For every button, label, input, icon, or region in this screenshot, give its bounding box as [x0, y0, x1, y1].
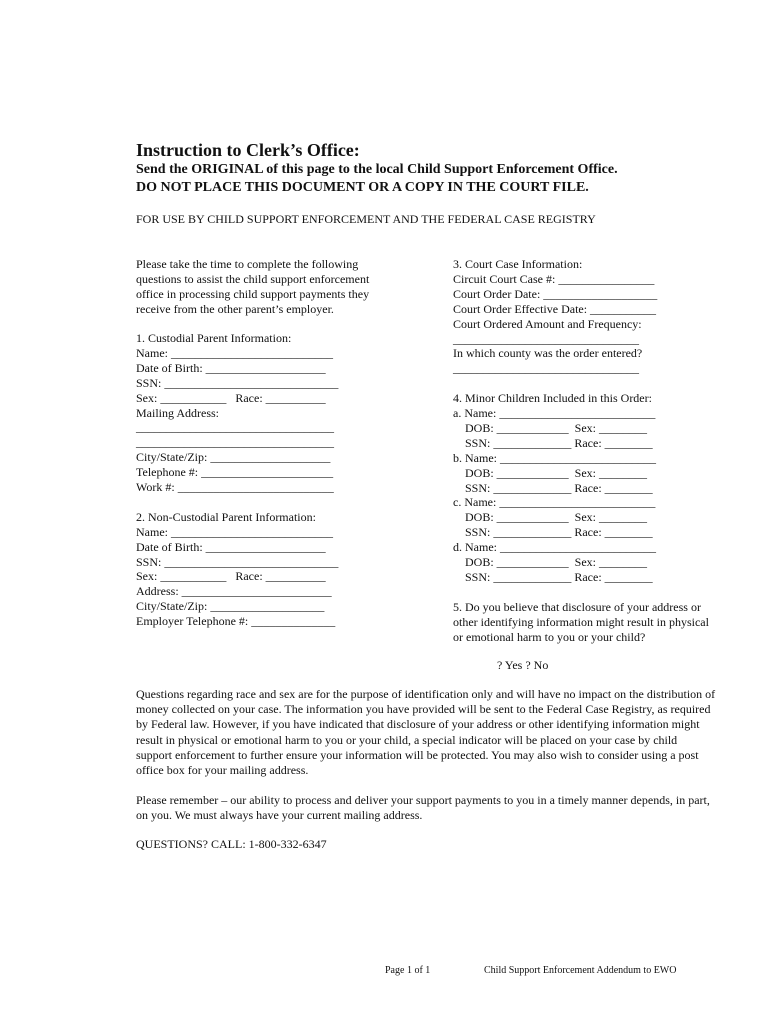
- form-line: 2. Non-Custodial Parent Information:: [136, 509, 316, 524]
- form-line: Name: ___________________________: [136, 345, 333, 360]
- form-line: Court Order Effective Date: ___________: [453, 301, 657, 316]
- use-note: FOR USE BY CHILD SUPPORT ENFORCEMENT AND THE FEDERAL CASE REGISTRY: [136, 212, 596, 226]
- form-line: Name: ___________________________: [136, 524, 333, 539]
- form-line: City/State/Zip: ___________________: [136, 599, 325, 614]
- form-line: Date of Birth: ____________________: [136, 539, 326, 554]
- form-line: In which county was the order entered?: [453, 346, 643, 361]
- yes-no-options: ? Yes ? No: [497, 658, 549, 672]
- form-line: _________________________________: [136, 420, 334, 435]
- form-line: Court Ordered Amount and Frequency:: [453, 316, 642, 331]
- form-line: Address: _________________________: [136, 584, 332, 599]
- form-line: DOB: ____________ Sex: ________: [453, 555, 648, 569]
- form-line: b. Name: __________________________: [453, 450, 656, 465]
- form-line: 3. Court Case Information:: [453, 257, 583, 271]
- form-line: 1. Custodial Parent Information:: [136, 331, 292, 345]
- form-line: SSN: _____________ Race: ________: [453, 480, 653, 495]
- form-line: _______________________________: [453, 361, 639, 376]
- form-line: Work #: __________________________: [136, 480, 334, 494]
- form-line: SSN: _____________________________: [136, 554, 339, 569]
- reminder-paragraph: Please remember – our ability to process and deliver your support payments to you in a timely manner depends, in part, on you. We must always have your current mailing address.: [136, 793, 710, 823]
- intro-line: receive from the other parent’s employer.: [136, 302, 334, 316]
- form-line: SSN: _____________ Race: ________: [453, 569, 653, 584]
- form-line: Employer Telephone #: ______________: [136, 614, 336, 629]
- questions-contact: QUESTIONS? CALL: 1-800-332-6347: [136, 837, 327, 851]
- form-line: SSN: _____________________________: [136, 375, 339, 390]
- form-line: Date of Birth: ____________________: [136, 360, 326, 375]
- instruction-line-2: DO NOT PLACE THIS DOCUMENT OR A COPY IN THE COURT FILE.: [136, 180, 589, 195]
- footer-doc-title: Child Support Enforcement Addendum to EWO: [484, 965, 677, 976]
- form-line: c. Name: __________________________: [453, 495, 656, 510]
- form-line: DOB: ____________ Sex: ________: [453, 465, 648, 480]
- form-line: SSN: _____________ Race: ________: [453, 525, 653, 540]
- form-line: Telephone #: ______________________: [136, 465, 334, 480]
- form-line: Court Order Date: ___________________: [453, 286, 658, 301]
- intro-line: Please take the time to complete the following: [136, 257, 359, 271]
- instruction-line-1: Send the ORIGINAL of this page to the local Child Support Enforcement Office.: [136, 162, 618, 177]
- form-line: 5. Do you believe that disclosure of your address or: [453, 599, 701, 614]
- form-line: other identifying information might result in physical: [453, 614, 709, 629]
- form-line: DOB: ____________ Sex: ________: [453, 420, 648, 435]
- form-line: Circuit Court Case #: ________________: [453, 271, 655, 286]
- form-line: d. Name: __________________________: [453, 540, 656, 555]
- form-line: SSN: _____________ Race: ________: [453, 435, 653, 450]
- page-title: Instruction to Clerk’s Office:: [136, 140, 360, 160]
- form-line: DOB: ____________ Sex: ________: [453, 510, 648, 525]
- form-line: Mailing Address:: [136, 405, 219, 420]
- form-line: _______________________________: [453, 331, 639, 346]
- form-line: _________________________________: [136, 435, 334, 450]
- intro-line: questions to assist the child support enforcement: [136, 272, 370, 286]
- intro-line: office in processing child support payments they: [136, 287, 370, 301]
- form-line: Sex: ___________ Race: __________: [136, 569, 326, 584]
- form-line: a. Name: __________________________: [453, 406, 656, 420]
- form-line: 4. Minor Children Included in this Order:: [453, 391, 652, 406]
- form-line: Sex: ___________ Race: __________: [136, 390, 326, 405]
- form-line: or emotional harm to you or your child?: [453, 629, 646, 644]
- page-number: Page 1 of 1: [385, 965, 431, 976]
- privacy-paragraph: Questions regarding race and sex are for the purpose of identification only and will have no impact on the distribution of money collected on your case. The information you have provided will be sent to the Federal Case Registry, as required by Federal law. However, if you have indicated that disclosure of your address or other identifying information might result in physical or emotional harm to you or your child, a special indicator will be placed on your case by child support enforcement to further ensure your information will be protected. You may also wish to consider using a post office box for your mailing address.: [136, 687, 716, 778]
- form-line: City/State/Zip: ____________________: [136, 450, 331, 465]
